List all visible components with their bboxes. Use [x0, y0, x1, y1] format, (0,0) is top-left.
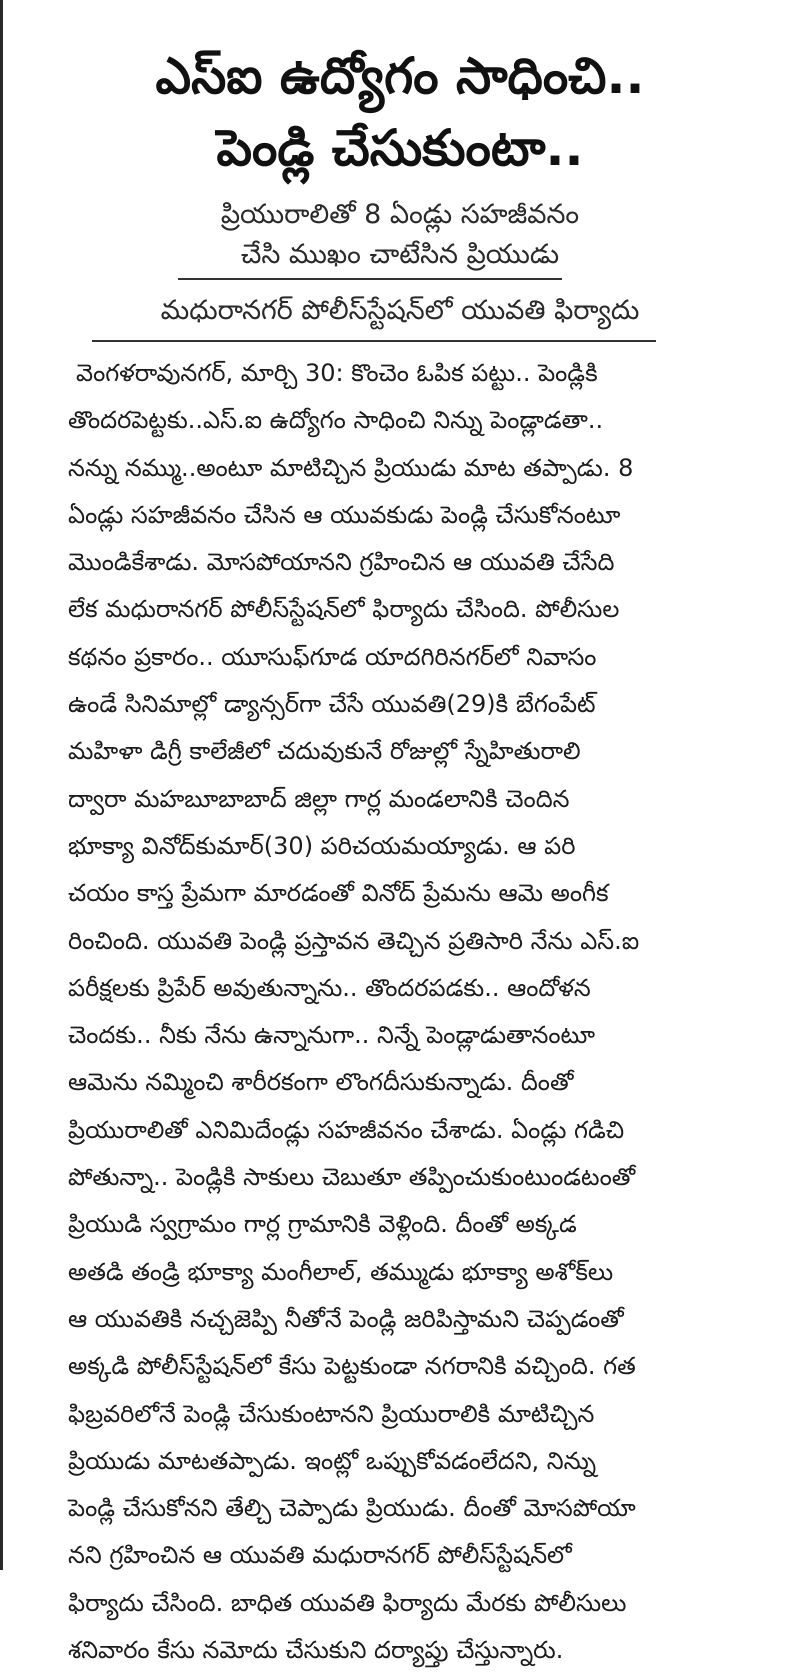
body-line: తొందరపెట్టకు..ఎస్.ఐ ఉద్యోగం సాధించి నిన్ను పెండ్లాడతా..	[68, 406, 604, 435]
body-line: శనివారం కేసు నమోదు చేసుకుని దర్యాప్తు చేస్తున్నారు.	[68, 1636, 564, 1665]
body-line: పోతున్నా.. పెండ్లికి సాకులు చెబుతూ తప్పించుకుంటుండటంతో	[68, 1163, 636, 1192]
body-line: ఫిబ్రవరిలోనే పెండ్లి చేసుకుంటానని ప్రియురాలికి మాటిచ్చిన	[68, 1399, 595, 1428]
headline-line-1: ఎస్ఐ ఉద్యోగం సాధించి..	[155, 47, 645, 105]
subdeck-line-1: ప్రియురాలితో 8 ఏండ్లు సహజీవనం	[220, 199, 580, 230]
body-line: ద్వారా మహబూబాబాద్ జిల్లా గార్ల మండలానికి చెందిన	[68, 784, 570, 813]
body-line: పెండ్లి చేసుకోనని తేల్చి చెప్పాడు ప్రియుడు. దీంతో మోసపోయా	[68, 1494, 636, 1523]
subdeck-underline	[92, 340, 656, 342]
body-line: నని గ్రహించిన ఆ యువతి మధురానగర్ పోలీస్‌స్టేషన్‌లో	[68, 1541, 572, 1570]
body-line: నన్ను నమ్ము..అంటూ మాటిచ్చిన ప్రియుడు మాట తప్పాడు. 8	[68, 453, 634, 482]
body-line: అతడి తండ్రి భూక్యా మంగీలాల్, తమ్ముడు భూక్యా అశోక్‌లు	[68, 1257, 614, 1286]
body-line: అక్కడి పోలీస్‌స్టేషన్‌లో కేసు పెట్టకుండా నగరానికి వచ్చింది. గత	[68, 1352, 636, 1381]
body-line: మొండికేశాడు. మోసపోయానని గ్రహించిన ఆ యువతి చేసేది	[68, 548, 615, 577]
body-line: మహిళా డిగ్రీ కాలేజీలో చదువుకునే రోజుల్లో స్నేహితురాలి	[68, 737, 581, 766]
body-line: ఆమెను నమ్మించి శారీరకంగా లొంగదీసుకున్నాడు. దీంతో	[68, 1068, 574, 1097]
headline-line-2: పెండ్లి చేసుకుంటా..	[216, 119, 584, 177]
body-line: వెంగళరావునగర్, మార్చి 30: కొంచెం ఓపిక పట్టు.. పెండ్లికి	[76, 359, 598, 387]
body-line: ప్రియుడు మాటతప్పాడు. ఇంట్లో ఒప్పుకోవడంలేదని, నిన్ను	[68, 1446, 597, 1475]
body-line: ఫిర్యాదు చేసింది. బాధిత యువతి ఫిర్యాదు మేరకు పోలీసులు	[68, 1588, 627, 1617]
body-line: భూక్యా వినోద్‌కుమార్(30) పరిచయమయ్యాడు. ఆ పరి	[68, 831, 576, 860]
body-line: కథనం ప్రకారం.. యూసుఫ్‌గూడ యాదగిరినగర్‌లో నివాసం	[68, 642, 597, 671]
subdeck-line-3: మధురానగర్ పోలీస్‌స్టేషన్‌లో యువతి ఫిర్యాదు	[160, 295, 640, 326]
body-line: చెందకు.. నీకు నేను ఉన్నానుగా.. నిన్నే పెండ్లాడుతానంటూ	[68, 1021, 596, 1050]
subdeck-underline	[178, 278, 562, 280]
body-line: పరీక్షలకు ప్రిపేర్ అవుతున్నాను.. తొందరపడకు.. ఆందోళన	[68, 973, 591, 1002]
body-line: రించింది. యువతి పెండ్లి ప్రస్తావన తెచ్చిన ప్రతిసారి నేను ఎస్.ఐ	[68, 926, 640, 955]
body-line: చయం కాస్త ప్రేమగా మారడంతో వినోద్ ప్రేమను ఆమె అంగీక	[68, 879, 609, 908]
body-line: లేక మధురానగర్ పోలీస్‌స్టేషన్‌లో ఫిర్యాదు చేసింది. పోలీసుల	[68, 595, 620, 624]
body-line: ఆ యువతికి నచ్చజెప్పి నీతోనే పెండ్లి జరిపిస్తామని చెప్పడంతో	[68, 1304, 624, 1333]
subdeck-line-2: చేసి ముఖం చాటేసిన ప్రియుడు	[240, 239, 560, 270]
body-line: ప్రియురాలితో ఎనిమిదేండ్లు సహజీవనం చేశాడు. ఏండ్లు గడిచి	[68, 1115, 625, 1144]
body-line: ప్రియుడి స్వగ్రామం గార్ల గ్రామానికి వెళ్లింది. దీంతో అక్కడ	[68, 1210, 577, 1239]
article-body	[68, 350, 748, 1674]
body-line: ఉండే సినిమాల్లో డ్యాన్సర్‌గా చేసే యువతి(29)కి బేగంపేట్	[68, 690, 596, 719]
body-line: ఏండ్లు సహజీవనం చేసిన ఆ యువకుడు పెండ్లి చేసుకోనంటూ	[68, 500, 621, 529]
